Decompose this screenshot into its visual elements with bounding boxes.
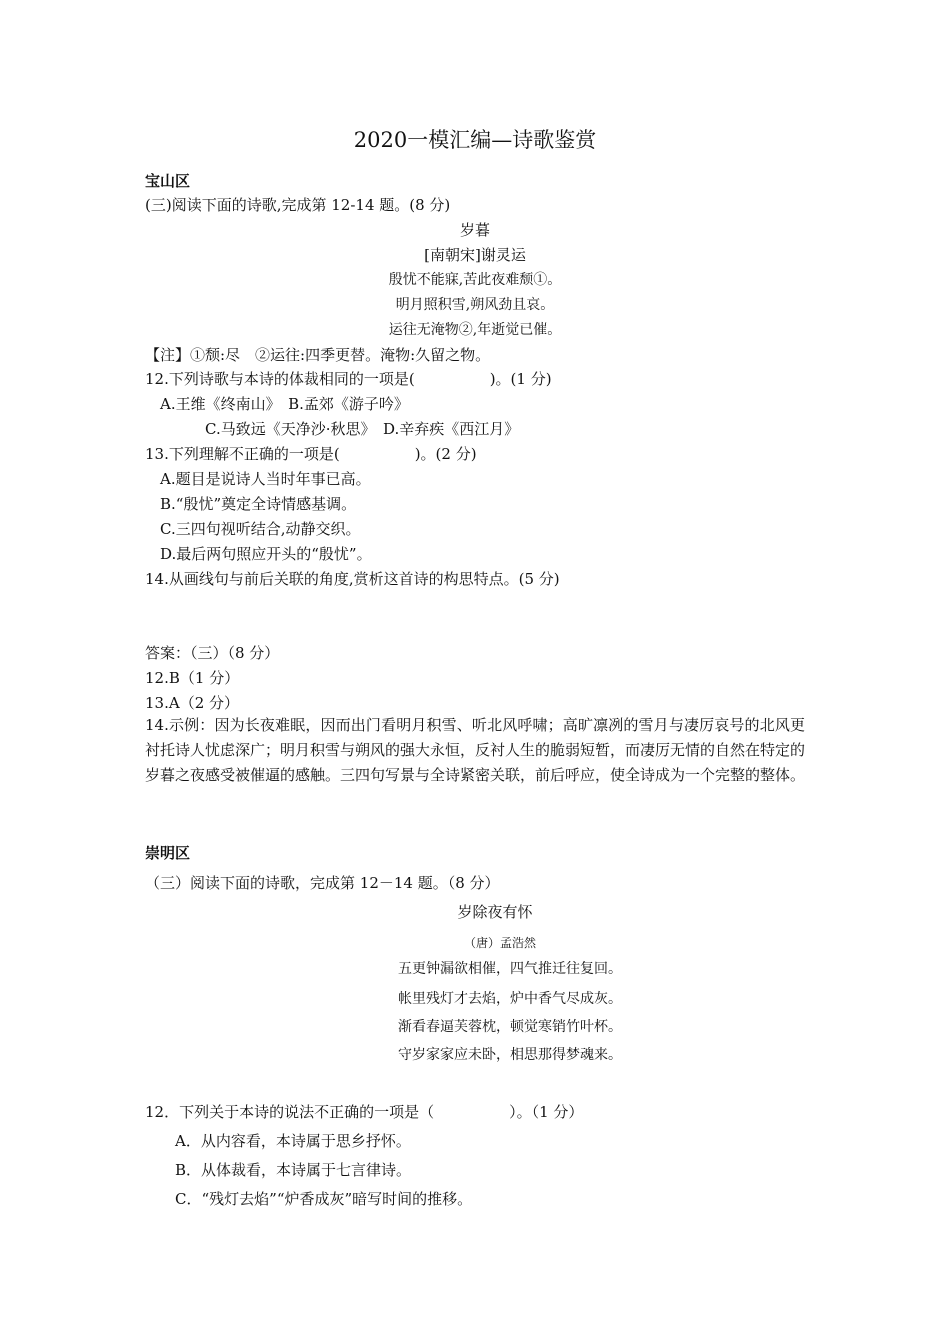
answer-12: 12.B（1 分）: [145, 669, 240, 687]
page-title: 2020一模汇编—诗歌鉴赏: [353, 128, 597, 152]
question-12: 12．下列关于本诗的说法不正确的一项是（ ）。（1 分）: [145, 1103, 584, 1121]
poem-title: 岁除夜有怀: [457, 903, 533, 921]
poem-line: 殷忧不能寐,苦此夜难颓①。: [388, 272, 562, 288]
question-13-option: A.题目是说诗人当时年事已高。: [160, 470, 371, 488]
poem-author: （唐）孟浩然: [463, 936, 536, 950]
question-14: 14.从画线句与前后关联的角度,赏析这首诗的构思特点。(5 分): [145, 570, 560, 588]
poem-note: 【注】①颓:尽 ②运往:四季更替。淹物:久留之物。: [145, 346, 491, 364]
answer-13: 13.A（2 分）: [145, 694, 239, 712]
poem-line: 帐里残灯才去焰，炉中香气尽成灰。: [398, 991, 622, 1007]
poem-line: 五更钟漏欲相催，四气推迁往复回。: [398, 961, 622, 977]
poem-title: 岁暮: [459, 221, 490, 239]
section-intro: (三)阅读下面的诗歌,完成第 12-14 题。(8 分): [145, 196, 451, 214]
poem-line: 守岁家家应未卧，相思那得梦魂来。: [398, 1047, 622, 1063]
question-12-options-ab: A.王维《终南山》 B.孟郊《游子吟》: [160, 395, 409, 413]
question-13-option: D.最后两句照应开头的“殷忧”。: [160, 545, 372, 563]
poem-author: [南朝宋]谢灵运: [424, 246, 526, 264]
question-12-option: B．从体裁看，本诗属于七言律诗。: [175, 1161, 412, 1179]
poem-line: 明月照积雪,朔风劲且哀。: [395, 297, 555, 313]
question-12-options-cd: C.马致远《天净沙·秋思》 D.辛弃疾《西江月》: [205, 420, 520, 438]
region-heading-baoshan: 宝山区: [145, 172, 191, 190]
question-13-option: B.“殷忧”奠定全诗情感基调。: [160, 495, 357, 513]
poem-line: 运往无淹物②,年逝觉已催。: [388, 322, 562, 338]
answer-14: 14.示例：因为长夜难眠，因而出门看明月积雪、听北风呼啸；高旷凛冽的雪月与凄厉哀号的北风更衬托诗人忧虑深广；明月积雪与朔风的强大永恒，反衬人生的脆弱短暂，而凄厉无情的自然在特定的岁暮之夜感受被催逼的感触。三四句写景与全诗紧密关联，前后呼应，使全诗成为一个完整的整体。: [145, 716, 806, 784]
poem-line: 渐看春逼芙蓉枕，顿觉寒销竹叶杯。: [398, 1019, 622, 1035]
question-12: 12.下列诗歌与本诗的体裁相同的一项是( )。(1 分): [145, 370, 552, 388]
question-12-option: A．从内容看，本诗属于思乡抒怀。: [175, 1132, 411, 1150]
answer-header: 答案：（三）（8 分）: [145, 644, 280, 662]
question-13: 13.下列理解不正确的一项是( )。(2 分): [145, 445, 477, 463]
section-intro: （三）阅读下面的诗歌，完成第 12－14 题。（8 分）: [145, 874, 500, 892]
question-12-option: C．“残灯去焰”“炉香成灰”暗写时间的推移。: [175, 1190, 473, 1208]
question-13-option: C.三四句视听结合,动静交织。: [160, 520, 361, 538]
region-heading-chongming: 崇明区: [145, 844, 191, 862]
